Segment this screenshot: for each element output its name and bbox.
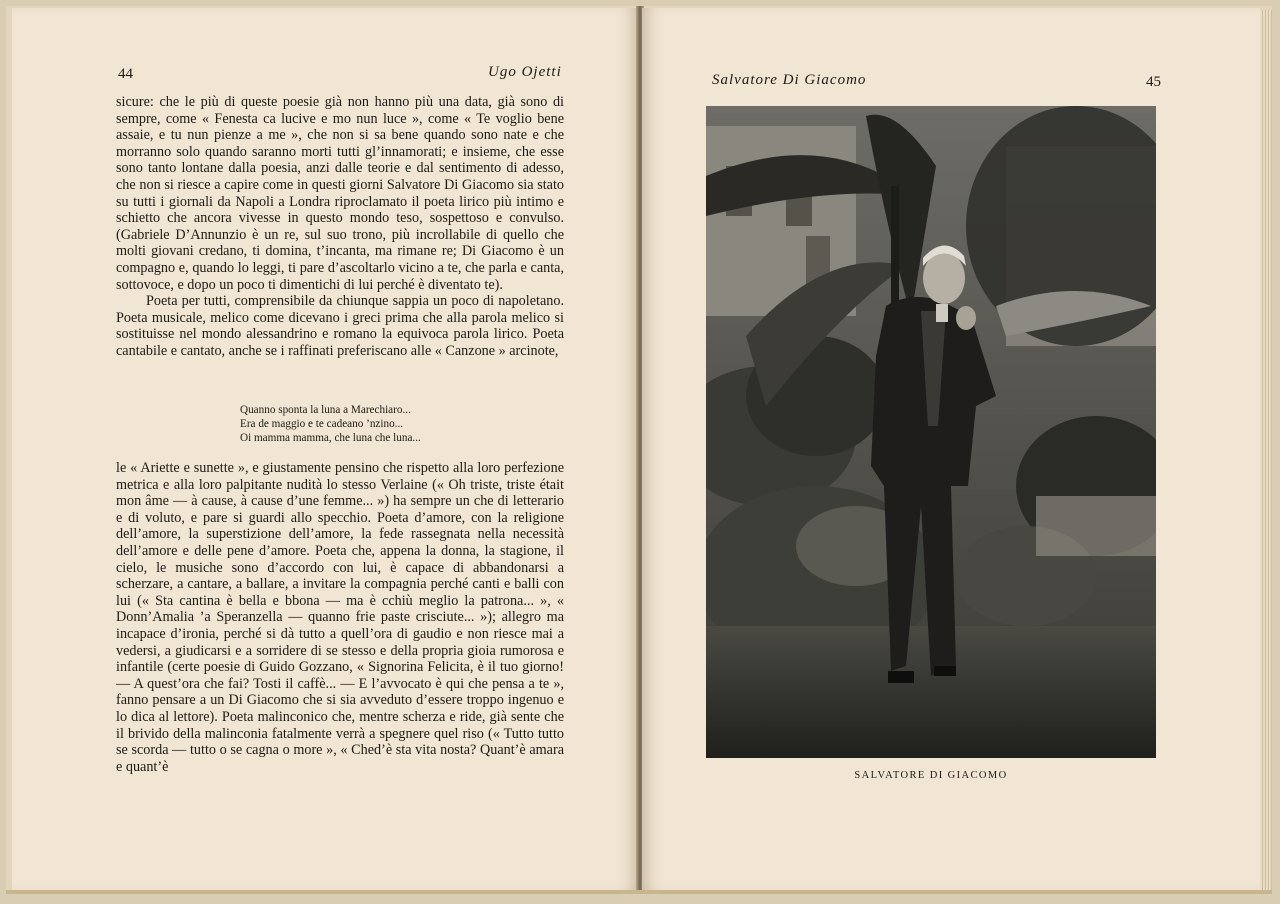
right-page-number: 45 [1146,74,1161,90]
left-page [12,8,638,890]
verse-line: Oi mamma mamma, che luna che luna... [240,432,421,444]
body-text-top [116,94,564,360]
photo-caption: SALVATORE DI GIACOMO [854,770,1008,781]
portrait-photograph [706,106,1156,758]
right-running-head: Salvatore Di Giacomo [712,72,867,88]
paragraph-3: le « Ariette e sunette », e giustamente pensino che rispetto alla loro perfezione metrica e alla loro palpitante nudità lo stesso Verlaine (« Oh triste, triste était mon âme — à cause, à cause d’une femme... ») ha sempre un che di letterario e di voluto, e pare si guardi allo specchio. Poeta d’amore, con la religione dell’amore, la superstizione dell’amore, la fede rassegnata nella necessità dell’amore e delle pene d’amore. Poeta che, appena la donna, la stagione, il cielo, le musiche sono d’accordo con lui, è capace di abbandonarsi a scherzare, a cantare, a ballare, a invitare la compagnia perché canti e balli con lui (« Sta cantina è bella e bbona — ma è cchiù meglio la patrona... », « Donn’Amalia ’a Speranzella — quanno frie paste crisciute... »); allegro ma incapace d’ironia, perché si dà tutto a quell’ora di gaudio e non riesce mai a vedersi, a giudicarsi e a sorridere di se stesso e della propria gioia rumorosa e infantile (certe poesie di Guido Gozzano, « Signorina Felicita, è il tuo giorno! — A quest’ora che fai? Tosti il caffè... — E l’avvocato è qui che pensa a te », fanno pensare a un Di Giacomo che si sia avveduto d’essere troppo ingenuo e lo dica al lettore). Poeta malinconico che, mentre scherza e ride, già sente che il brivido della malinconia fatalmente verrà a spegnere quel riso (« Tutto tutto se scorda — tutto o se cagna o more », « Ched’è sta vita nosta? Quant’è amara e quant’è [116,460,564,775]
left-page-number: 44 [118,66,133,82]
body-text-bottom [116,460,564,775]
left-running-head: Ugo Ojetti [488,64,562,80]
page-edges [1260,10,1272,890]
verse-line: Era de maggio e te cadeano ’nzino... [240,418,404,430]
portrait-photo-illustration [706,106,1156,758]
paragraph-1: sicure: che le più di queste poesie già non hanno più una data, già sono di sempre, come « Fenesta ca lucive e mo nun luce », come « Te voglio bene assaie, e tu nun pienze a me », che non si sa bene quando sono nate e che morranno solo quando saranno morti tutti gl’innamorati; e insieme, che esse sono tanto lontane dalla poesia, anzi dalle teorie e dal sentimento di adesso, che non si riesce a capire come in questi giorni Salvatore Di Giacomo sia stato su tutti i giornali da Napoli a Londra riproclamato il poeta lirico più intimo e schietto che ancora vivesse in questo mondo teso, sospettoso e convulso. (Gabriele D’Annunzio è un re, sul suo trono, più incrollabile di quello che molti giovani credano, ti domina, t’incanta, ma rimane re; Di Giacomo è un compagno e, quando lo leggi, ti pare d’ascoltarlo vicino a te, che parla e canta, sottovoce, e dopo un poco ti dimentichi di lui perché è diventato te). [116,94,564,293]
paragraph-2: Poeta per tutti, comprensibile da chiunque sappia un poco di napoletano. Poeta musicale, melico come dicevano i greci prima che alla parola melico si sostituisse nel mondo alessandrino e romano la equivoca parola lirico. Poeta cantabile e cantato, anche se i raffinati preferiscano alle « Canzone » arcinote, [116,293,564,359]
verse-line: Quanno sponta la luna a Marechiaro... [240,404,411,416]
verse-quotation [240,403,421,445]
book-bottom-edge [6,890,1272,894]
